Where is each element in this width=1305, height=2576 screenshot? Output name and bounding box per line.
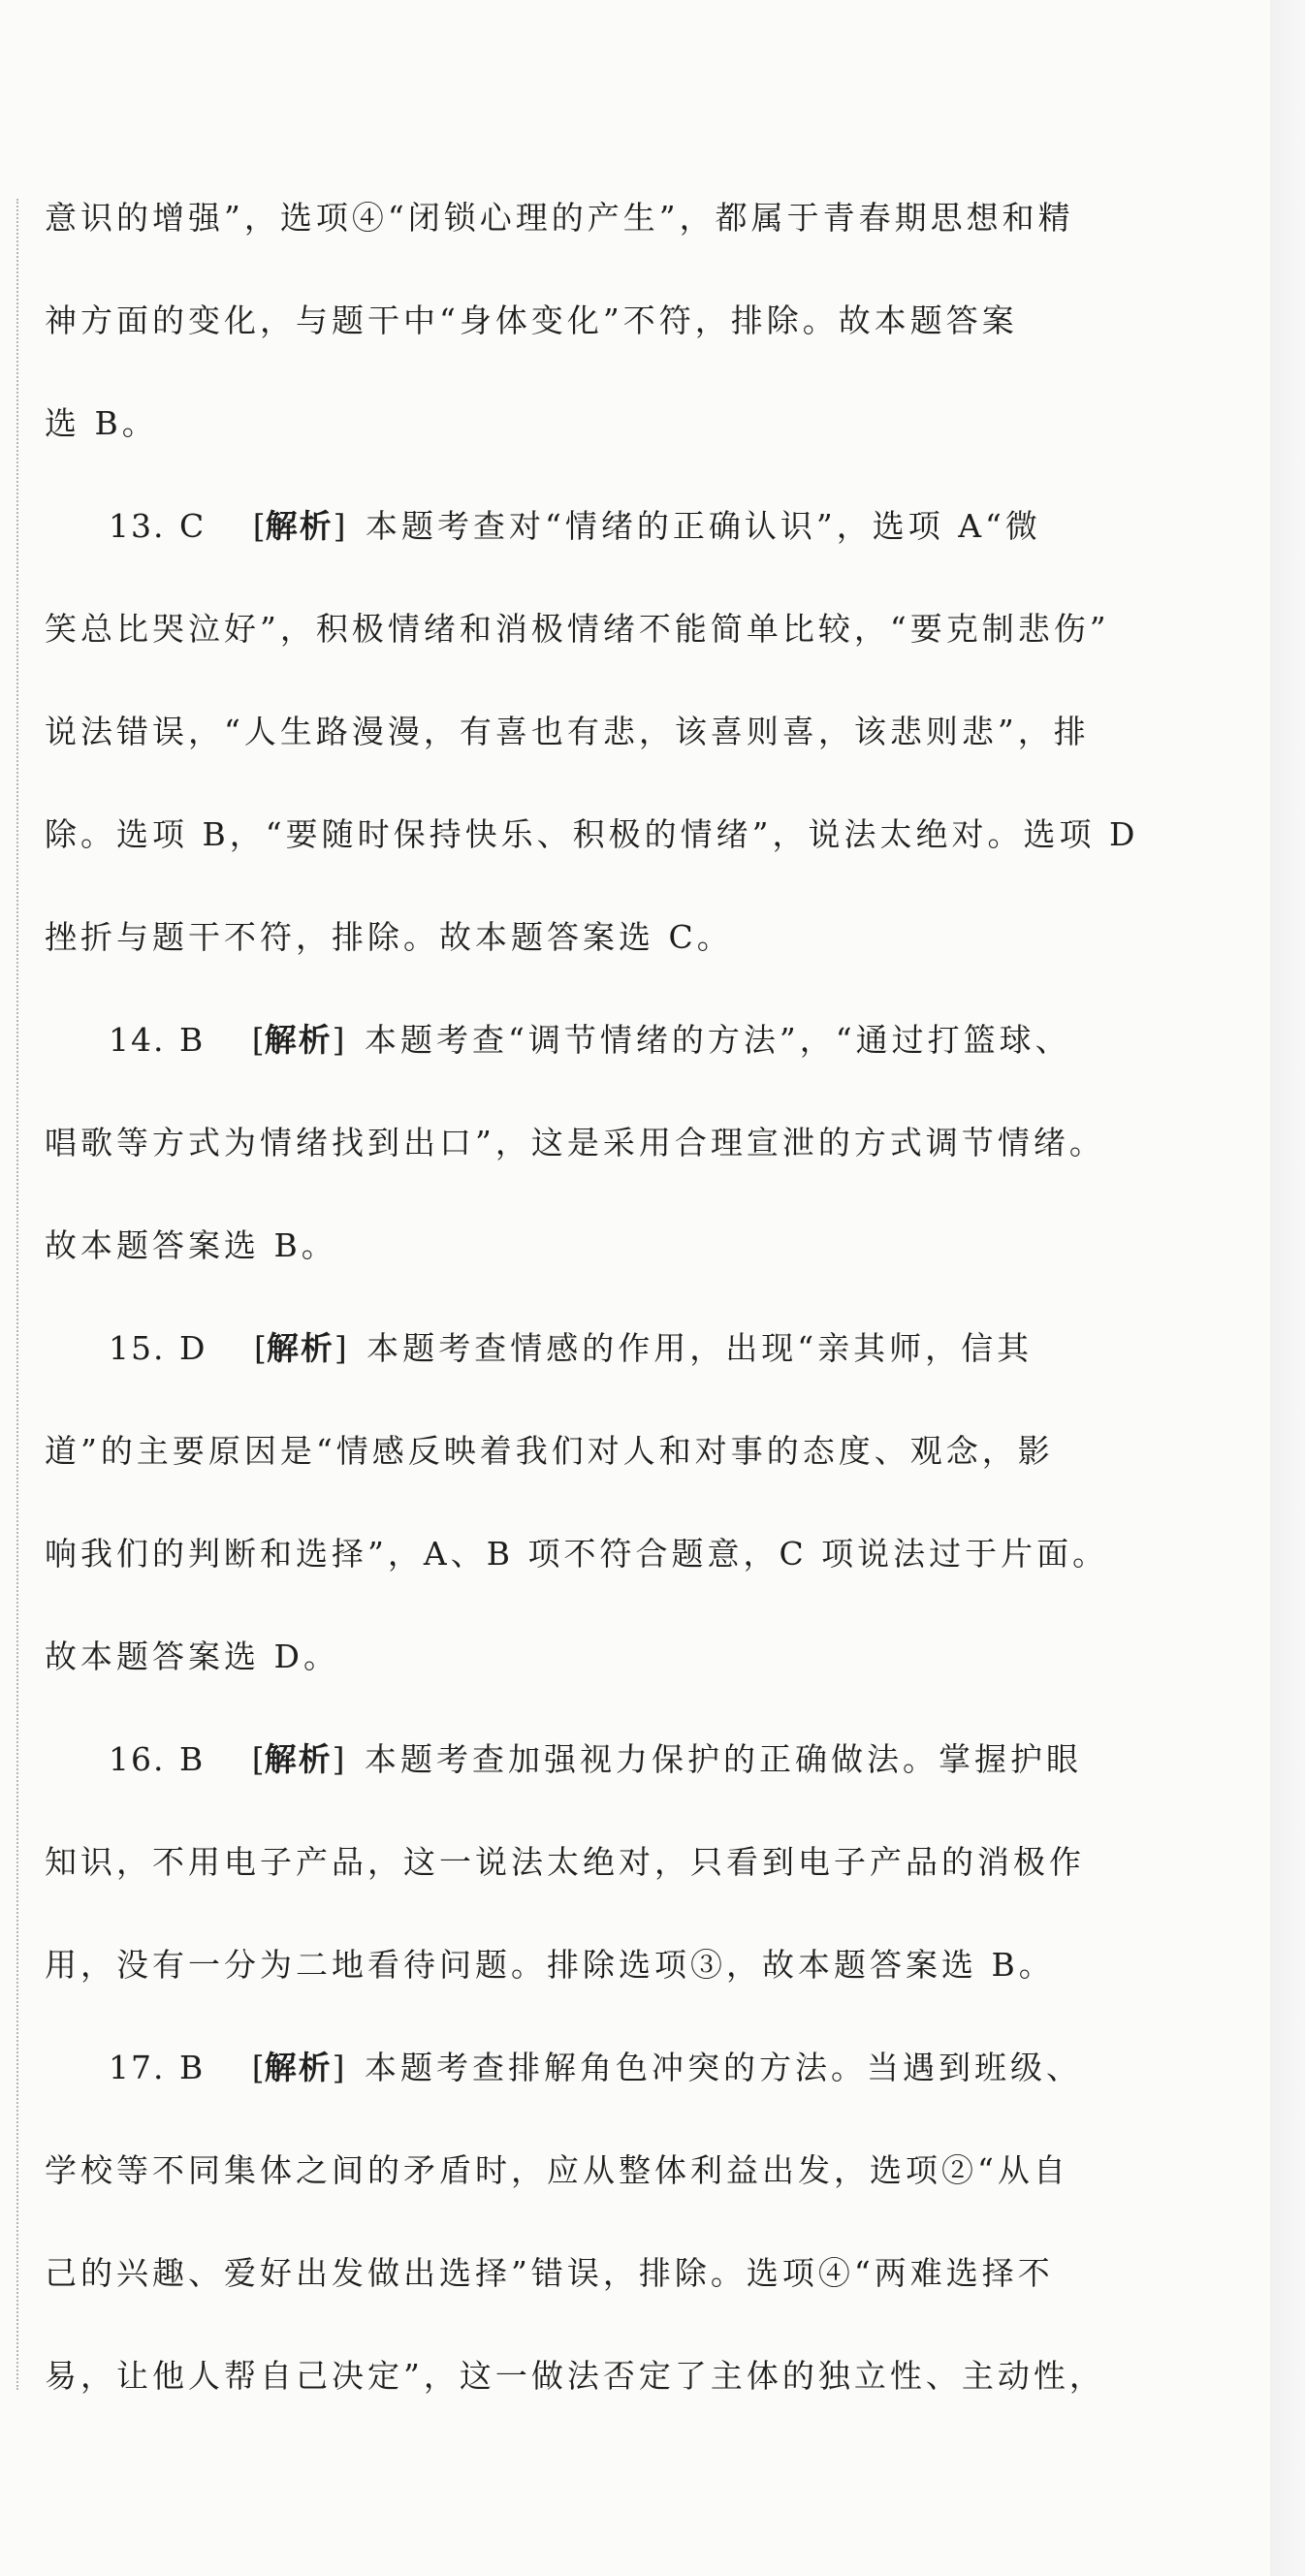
dotted-binding-line [16, 199, 18, 2390]
question-number: 15. [109, 1329, 166, 1367]
question-17-header [45, 2028, 1111, 2131]
question-text: 本题考查对“情绪的正确认识”，选项 A“微 [365, 507, 1041, 545]
text-line: 说法错误，“人生路漫漫，有喜也有悲，该喜则喜，该悲则悲”，排 [45, 713, 1090, 750]
question-number: 16. [109, 1740, 166, 1778]
question-number: 14. [109, 1021, 166, 1059]
text-line: 除。选项 B，“要随时保持快乐、积极的情绪”，说法太绝对。选项 D [45, 815, 1139, 853]
text-line: 用，没有一分为二地看待问题。排除选项③，故本题答案选 B。 [45, 1946, 1055, 1984]
question-number: 17. [109, 2049, 166, 2086]
question-answer: D [178, 1329, 207, 1367]
text-line: 挫折与题干不符，排除。故本题答案选 C。 [45, 918, 733, 956]
question-answer: B [178, 1740, 206, 1778]
text-line: 故本题答案选 B。 [45, 1226, 337, 1264]
text-line: 知识，不用电子产品，这一说法太绝对，只看到电子产品的消极作 [45, 1843, 1085, 1881]
text-line: 故本题答案选 D。 [45, 1638, 339, 1675]
question-text: 本题考查情感的作用，出现“亲其师，信其 [366, 1329, 1034, 1367]
question-answer: B [178, 1021, 206, 1059]
question-text: 本题考查“调节情绪的方法”，“通过打篮球、 [365, 1021, 1071, 1059]
analysis-tag: [解析] [251, 1740, 345, 1778]
question-text: 本题考查排解角色冲突的方法。当遇到班级、 [365, 2049, 1082, 2086]
analysis-tag: [解析] [251, 1021, 345, 1059]
text-line: 响我们的判断和选择”，A、B 项不符合题意，C 项说法过于片面。 [45, 1535, 1109, 1573]
question-15-header [45, 1309, 1111, 1412]
text-line: 道”的主要原因是“情感反映着我们对人和对事的态度、观念，影 [45, 1432, 1054, 1470]
analysis-tag: [解析] [253, 1329, 347, 1367]
question-16-header [45, 1720, 1111, 1823]
text-line: 学校等不同集体之间的矛盾时，应从整体利益出发，选项②“从自 [45, 2151, 1069, 2189]
analysis-tag: [解析] [251, 2049, 345, 2086]
text-line: 神方面的变化，与题干中“身体变化”不符，排除。故本题答案 [45, 302, 1018, 339]
question-answer: B [178, 2049, 206, 2086]
answer-explanations [45, 178, 1139, 2439]
text-line: 笑总比哭泣好”，积极情绪和消极情绪不能简单比较，“要克制悲伤” [45, 610, 1110, 648]
text-line: 唱歌等方式为情绪找到出口”，这是采用合理宣泄的方式调节情绪。 [45, 1124, 1105, 1161]
text-line: 易，让他人帮自己决定”，这一做法否定了主体的独立性、主动性， [45, 2357, 1105, 2395]
question-text: 本题考查加强视力保护的正确做法。掌握护眼 [365, 1740, 1082, 1778]
text-line: 意识的增强”，选项④“闭锁心理的产生”，都属于青春期思想和精 [45, 199, 1074, 237]
text-line: 选 B。 [45, 404, 158, 442]
text-line: 己的兴趣、爱好出发做出选择”错误，排除。选项④“两难选择不 [45, 2254, 1054, 2292]
question-13-header [45, 487, 1111, 589]
question-answer: C [178, 507, 207, 545]
analysis-tag: [解析] [252, 507, 346, 545]
question-14-header [45, 1001, 1111, 1103]
question-number: 13. [109, 507, 166, 545]
page-edge-shadow [1270, 0, 1305, 2576]
